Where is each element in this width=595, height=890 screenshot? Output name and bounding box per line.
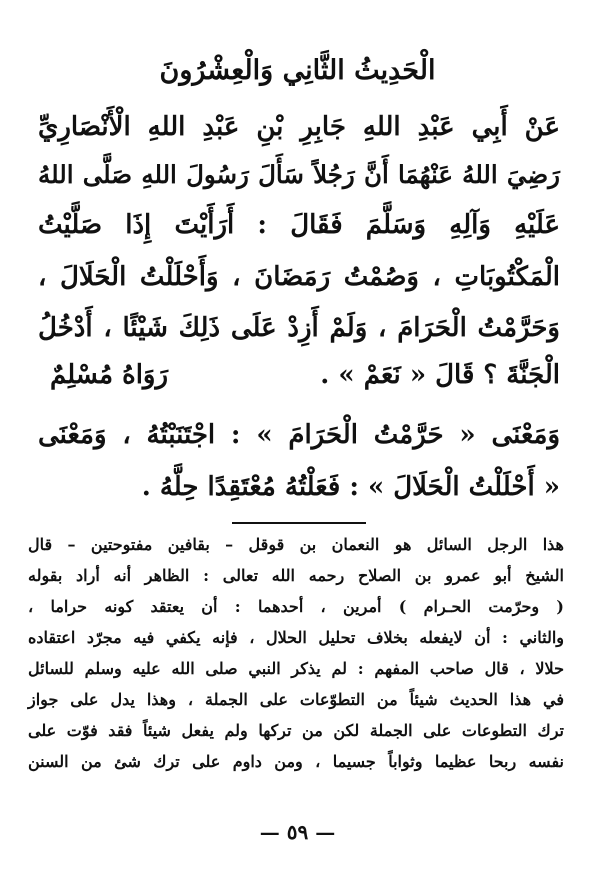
footnote-line: والثاني : أن لايفعله بخلاف تحليل الحلال ، فإنه يكفي فيه مجرّد اعتقاده xyxy=(28,628,564,647)
footnote-separator xyxy=(232,522,366,524)
footnote-line: هذا الرجل السائل هو النعمان بن قوقل – بقافين مفتوحتين – قال xyxy=(28,535,564,554)
footnote-line: نفسه ربحا عظيما وثواباً جسيما ، ومن داوم على ترك شئ من السنن xyxy=(28,752,564,771)
hadith-line: عَنْ أَبِي عَبْدِ اللهِ جَابِرِ بْنِ عَبْدِ اللهِ الْأَنْصَارِيِّ xyxy=(38,112,560,142)
hadith-line: الْجَنَّةَ ؟ قَالَ « نَعَمْ » . xyxy=(320,360,560,390)
meaning-line: « أَحْلَلْتُ الْحَلَالَ » : فَعَلْتُهُ مُعْتَقِدًا حِلَّهُ . xyxy=(141,472,560,502)
footnote-line: الشيخ أبو عمرو بن الصلاح رحمه الله تعالى : الظاهر أنه أراد بقوله xyxy=(28,566,564,585)
narrator-attribution: رَوَاهُ مُسْلِمٌ xyxy=(50,360,169,390)
hadith-line: الْمَكْتُوبَاتِ ، وَصُمْتُ رَمَضَانَ ، وَأَحْلَلْتُ الْحَلَالَ ، xyxy=(38,262,560,292)
footnote-line: في هذا الحديث شيئاً من التطوّعات على الجملة ، وهذا يدل على جواز xyxy=(28,690,564,709)
footnote-line: حلالا ، قال صاحب المفهم : لم يذكر النبي صلى الله عليه وسلم للسائل xyxy=(28,659,564,678)
hadith-line: عَلَيْهِ وَآلِهِ وَسَلَّمَ فَقَالَ : أَرَأَيْتَ إِذَا صَلَّيْتُ xyxy=(38,210,560,240)
hadith-final-row xyxy=(38,360,560,390)
hadith-line: وَحَرَّمْتُ الْحَرَامَ ، وَلَمْ أَزِدْ عَلَى ذَلِكَ شَيْئًا ، أَدْخُلُ xyxy=(38,313,560,343)
hadith-line: رَضِيَ اللهُ عَنْهُمَا أَنَّ رَجُلاً سَأَلَ رَسُولَ اللهِ صَلَّى اللهُ xyxy=(38,160,560,189)
page-number: — ٥٩ — xyxy=(259,820,336,844)
hadith-title: الْحَدِيثُ الثَّانِي وَالْعِشْرُونَ xyxy=(159,55,436,86)
footnote-line: ( وحرّمت الحـرام ) أمرين ، أحدهما : أن يعتقد كونه حراما ، xyxy=(28,597,564,616)
footnote-line: ترك التطوعات على الجملة لكن من تركها ولم يفعل شيئاً فقد فوّت على xyxy=(28,721,564,740)
meaning-line: وَمَعْنَى « حَرَّمْتُ الْحَرَامَ » : اجْتَنَبْتُهُ ، وَمَعْنَى xyxy=(38,420,560,450)
